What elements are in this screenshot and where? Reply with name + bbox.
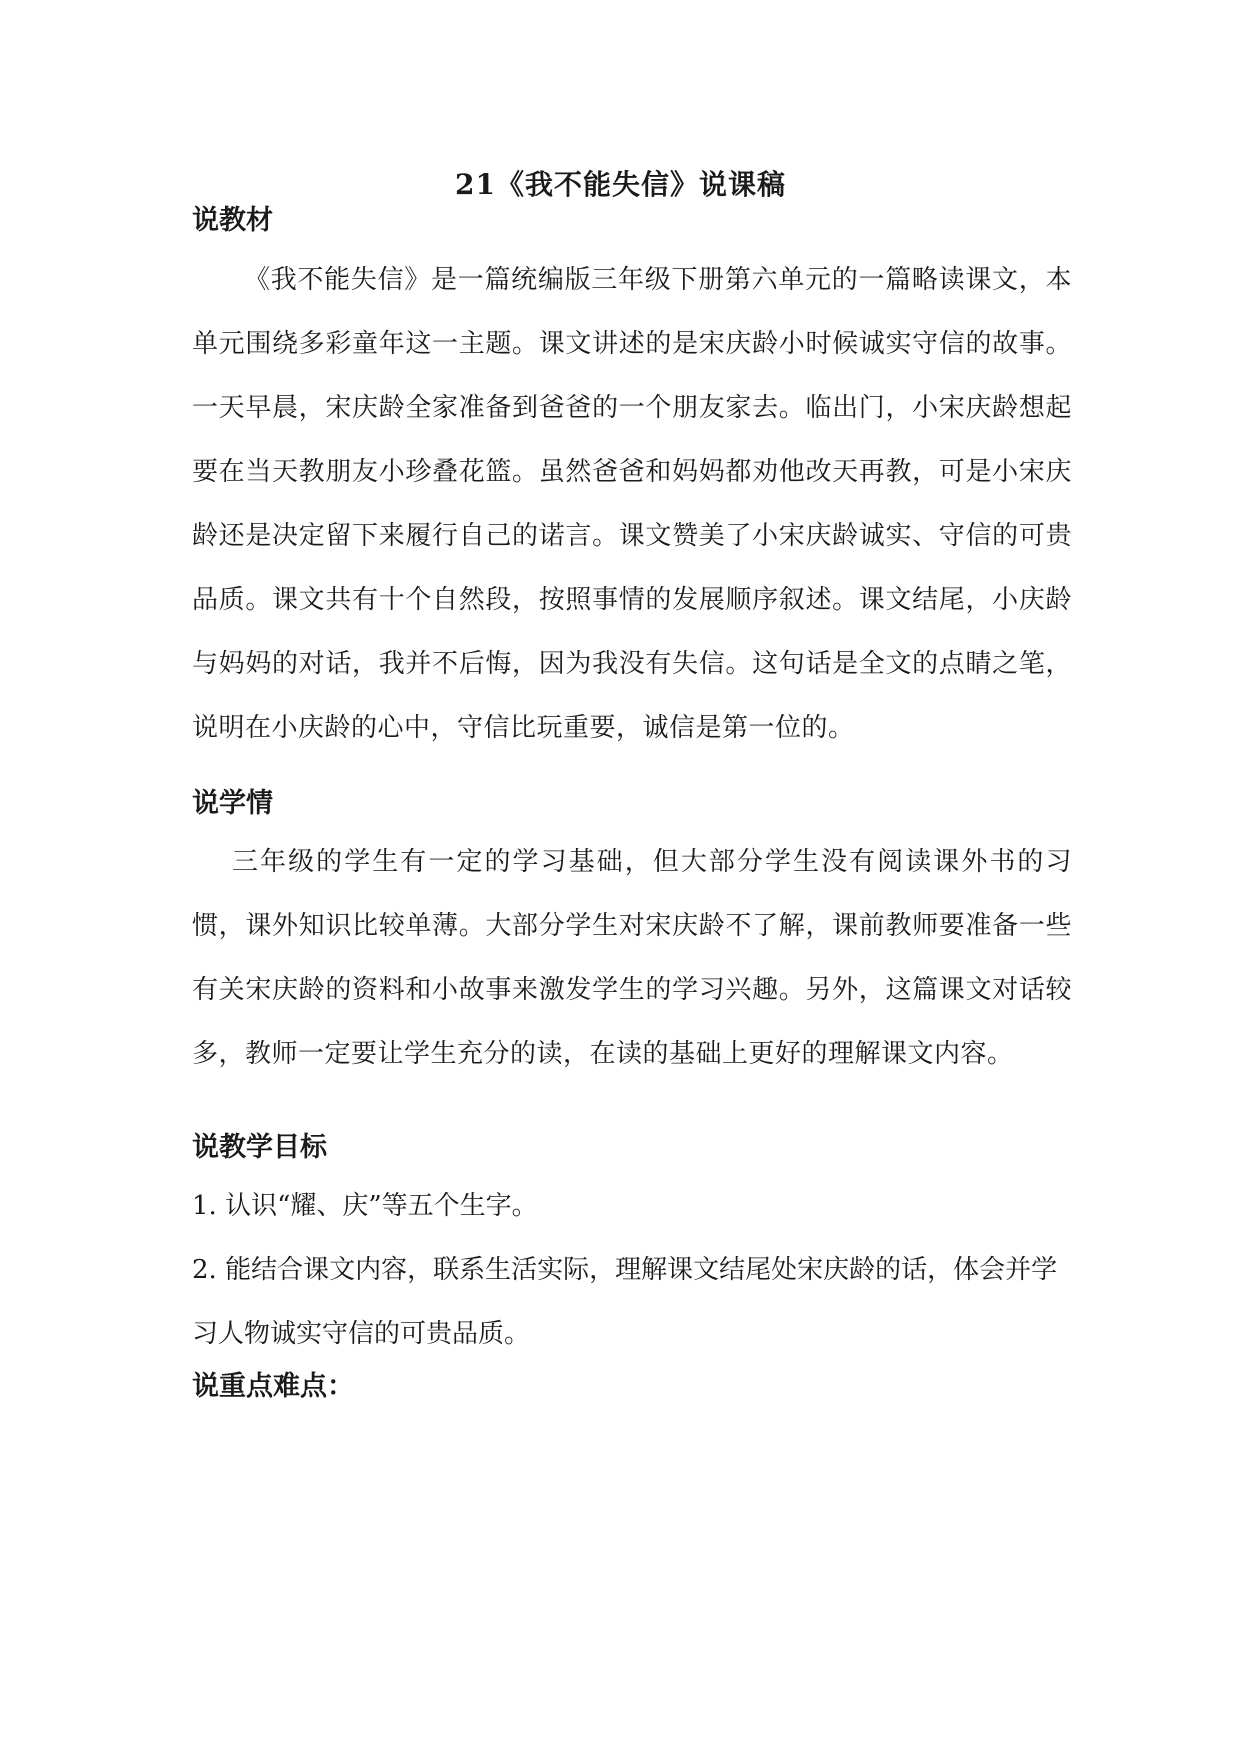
- document-title: 21《我不能失信》说课稿: [455, 168, 786, 201]
- section-heading-objectives: 说教学目标: [192, 1132, 327, 1163]
- section-heading-key-points: 说重点难点：: [192, 1371, 354, 1402]
- section-heading-students: 说学情: [192, 788, 273, 819]
- section-paragraph-students: 三年级的学生有一定的学习基础，但大部分学生没有阅读课外书的习惯，课外知识比较单薄。大部分学生对宋庆龄不了解，课前教师要准备一些有关宋庆龄的资料和小故事来激发学生的学习兴趣。另外，这篇课文对话较多，教师一定要让学生充分的读，在读的基础上更好的理解课文内容。: [192, 847, 1072, 1069]
- objective-item-1: 1. 认识“耀、庆”等五个生字。: [192, 1191, 538, 1221]
- section-paragraph-textbook: 《我不能失信》是一篇统编版三年级下册第六单元的一篇略读课文，本单元围绕多彩童年这一主题。课文讲述的是宋庆龄小时候诚实守信的故事。一天早晨，宋庆龄全家准备到爸爸的一个朋友家去。临出门，小宋庆龄想起要在当天教朋友小珍叠花篮。虽然爸爸和妈妈都劝他改天再教，可是小宋庆龄还是决定留下来履行自己的诺言。课文赞美了小宋庆龄诚实、守信的可贵品质。课文共有十个自然段，按照事情的发展顺序叙述。课文结尾，小庆龄与妈妈的对话，我并不后悔，因为我没有失信。这句话是全文的点睛之笔，说明在小庆龄的心中，守信比玩重要，诚信是第一位的。: [192, 265, 1072, 743]
- objective-item-2: 2. 能结合课文内容，联系生活实际，理解课文结尾处宋庆龄的话，体会并学习人物诚实守信的可贵品质。: [192, 1255, 1058, 1349]
- section-heading-textbook: 说教材: [192, 205, 273, 236]
